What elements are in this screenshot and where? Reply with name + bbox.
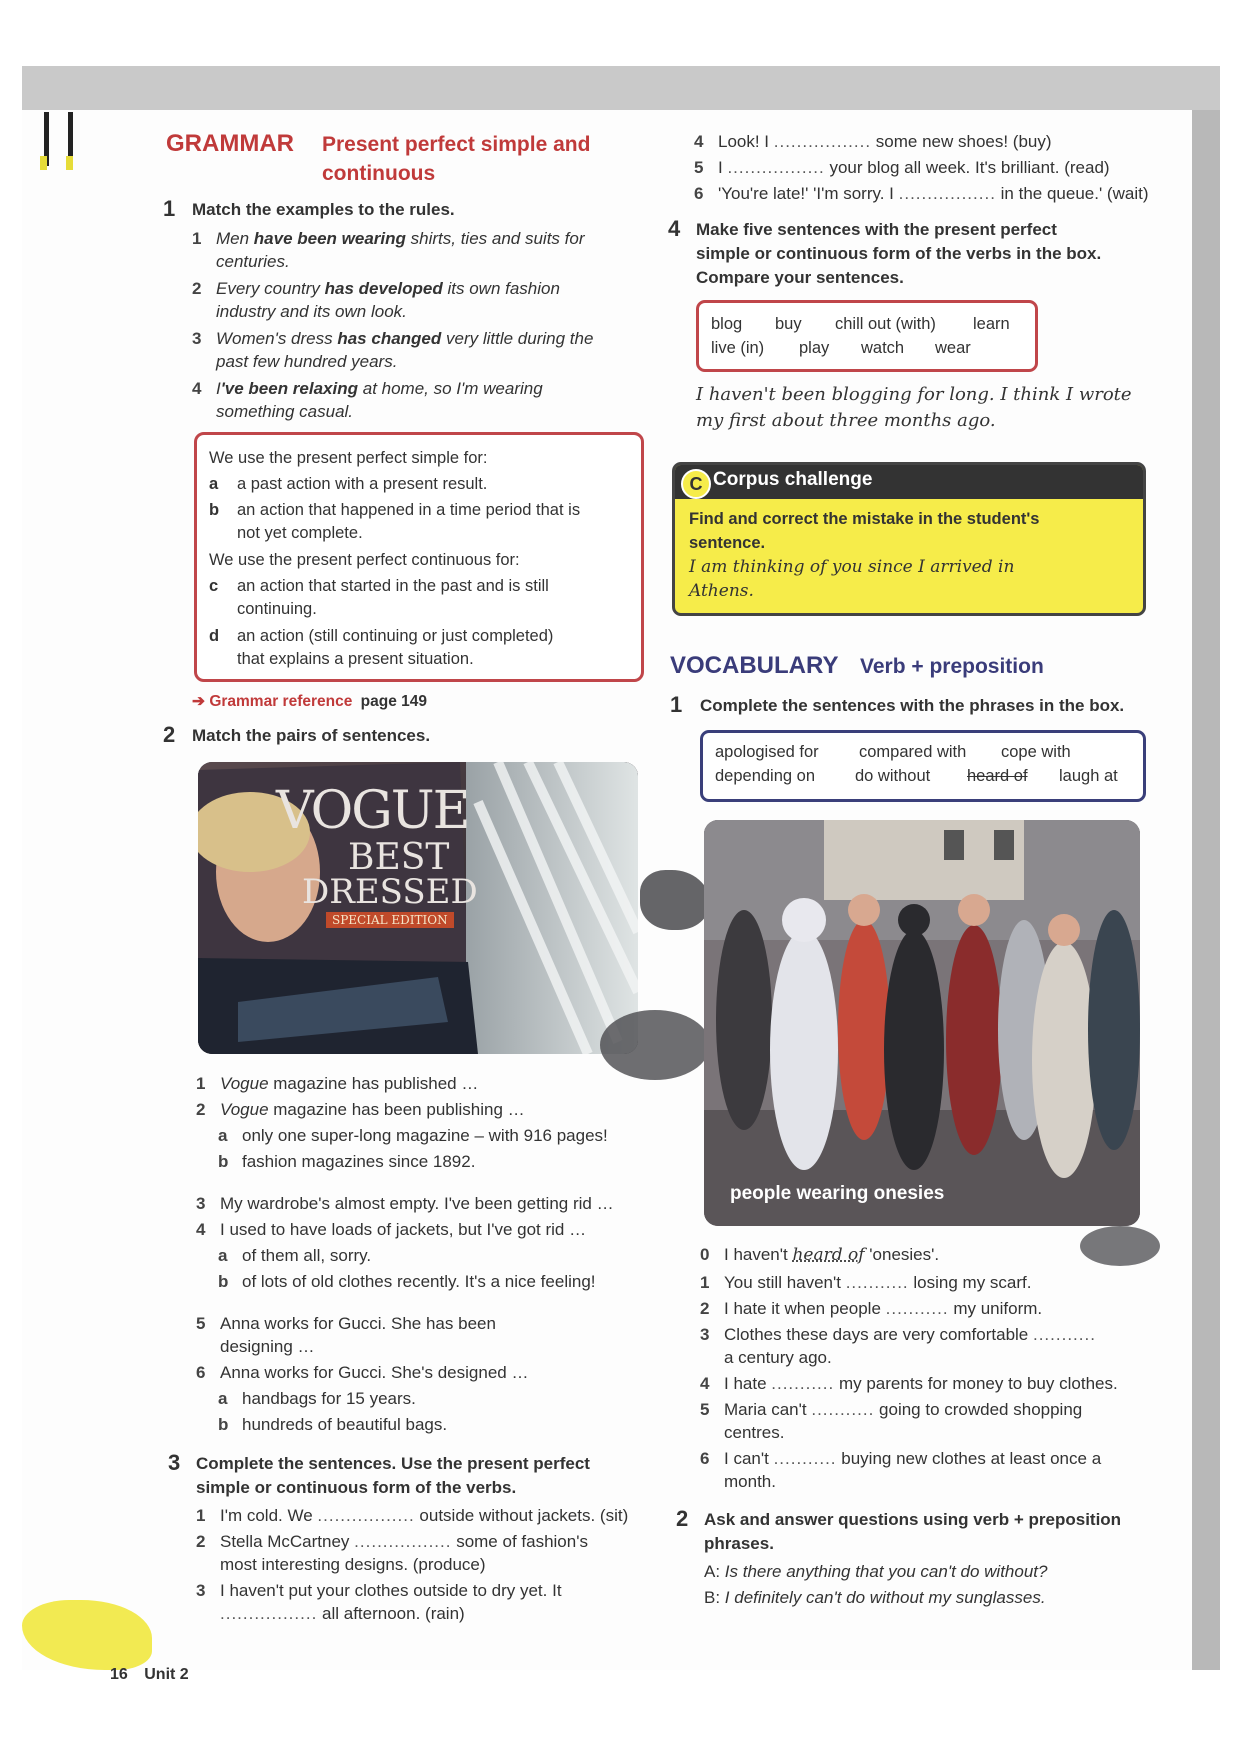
unit-label: Unit 2 — [144, 1666, 189, 1683]
answer-gap[interactable]: ................. — [727, 158, 825, 177]
magazine-cover-text: DRESSED — [302, 872, 478, 912]
sentence-item: 4 I used to have loads of jackets, but I've got rid … — [196, 1220, 587, 1239]
corpus-icon: C — [681, 469, 711, 499]
exercise-number: 3 — [168, 1450, 181, 1475]
answer-gap[interactable]: ........... — [885, 1299, 949, 1318]
corpus-title: Corpus challenge — [713, 469, 873, 490]
sentence-item: 1 Vogue magazine has published … — [196, 1074, 479, 1093]
ending-item: a only one super-long magazine – with 916 pages! — [218, 1126, 608, 1145]
grammar-subtitle — [322, 130, 590, 188]
dialogue-line: B: I definitely can't do without my sunglasses. — [704, 1588, 1046, 1607]
rule-d: d an action (still continuing or just completed) that explains a present situation. — [209, 627, 554, 668]
sentence-item: 2 Vogue magazine has been publishing … — [196, 1100, 525, 1119]
gap-fill-item: 6 'You're late!' 'I'm sorry. I ................. in the queue.' (wait) — [694, 184, 1149, 203]
example-answer: heard of — [792, 1245, 865, 1265]
box-word: play — [799, 339, 830, 357]
gap-fill-list — [196, 1504, 656, 1625]
corpus-instruction: Find and correct the mistake in the student's sentence. — [689, 510, 1040, 552]
gap-fill-list — [694, 130, 1154, 205]
answer-gap[interactable]: ........... — [811, 1400, 875, 1419]
exercise-number: 2 — [676, 1506, 689, 1531]
gap-fill-item: 6 I can't ........... buying new clothes at least once a month. — [700, 1449, 1102, 1491]
people-in-onesies-image — [704, 820, 1140, 1226]
gap-fill-item: 2 I hate it when people ........... my uniform. — [700, 1299, 1043, 1318]
exercise-number: 1 — [670, 692, 683, 717]
gap-fill-item: 4 Look! I ................. some new shoes! (buy) — [694, 132, 1052, 151]
box-word: blog — [711, 315, 743, 333]
sentence-item: 3 My wardrobe's almost empty. I've been getting rid … — [196, 1194, 614, 1213]
gap-fill-item: 3 I haven't put your clothes outside to dry yet. It ................. all afternoon. (rain) — [196, 1581, 562, 1623]
example-item: 4 I've been relaxing at home, so I'm wearing something casual. — [192, 379, 543, 421]
sentence-item: 5 Anna works for Gucci. She has been designing … — [196, 1314, 496, 1356]
vocabulary-heading: VOCABULARY — [670, 652, 839, 679]
sentence-group — [196, 1312, 656, 1436]
paint-splat — [600, 1010, 710, 1080]
box-word: laugh at — [1059, 767, 1118, 785]
answer-gap[interactable]: ................. — [354, 1532, 452, 1551]
exercise-number: 4 — [668, 216, 681, 241]
magazine-cover-banner: SPECIAL EDITION — [326, 912, 454, 928]
box-word-crossed: heard of — [967, 767, 1028, 785]
answer-gap[interactable]: ................. — [317, 1506, 415, 1525]
box-word: live (in) — [711, 339, 765, 357]
exercise-number: 2 — [163, 722, 176, 747]
vocabulary-subtitle: Verb + preposition — [860, 655, 1044, 678]
example-item: 3 Women's dress has changed very little during the past few hundred years. — [192, 329, 594, 371]
rule-c: c an action that started in the past and is still continuing. — [209, 577, 549, 618]
exercise-instruction: Complete the sentences with the phrases in the box. — [700, 696, 1125, 715]
page-number: 16 — [110, 1666, 128, 1683]
gap-fill-item: 5 I ................. your blog all week. It's brilliant. (read) — [694, 158, 1110, 177]
handwritten-answer: I haven't been blogging for long. I think I wrote my first about three months ago. — [696, 384, 1132, 431]
page-edge-strip — [1192, 110, 1220, 1670]
photo-caption: people wearing onesies — [730, 1183, 945, 1204]
grammar-heading: GRAMMAR — [166, 130, 294, 157]
rule-b: b an action that happened in a time period that is not yet complete. — [209, 501, 581, 542]
rule-intro: We use the present perfect continuous for: — [209, 551, 520, 569]
answer-gap[interactable]: ........... — [771, 1374, 835, 1393]
answer-gap[interactable]: ................. — [220, 1604, 318, 1623]
answer-gap[interactable]: ................. — [898, 184, 996, 203]
box-word: chill out (with) — [835, 315, 936, 333]
rule-intro: We use the present perfect simple for: — [209, 449, 488, 467]
box-word: compared with — [859, 743, 967, 761]
exercise-instruction: Complete the sentences. Use the present perfect simple or continuous form of the verbs. — [196, 1454, 590, 1497]
dialogue-example — [704, 1560, 1154, 1609]
exercise-instruction: Ask and answer questions using verb + preposition phrases. — [704, 1510, 1122, 1553]
box-word: learn — [973, 315, 1010, 333]
answer-gap[interactable]: ........... — [773, 1449, 837, 1468]
corpus-challenge-box — [672, 462, 1146, 616]
corpus-header — [675, 465, 1143, 499]
exercise-instruction: Match the pairs of sentences. — [192, 726, 431, 745]
answer-gap[interactable]: ........... — [1032, 1325, 1096, 1344]
binding-mark-tip — [66, 156, 73, 170]
magazine-title: VOGUE — [276, 781, 469, 841]
ending-item: a of them all, sorry. — [218, 1246, 372, 1265]
sentence-item: 6 Anna works for Gucci. She's designed … — [196, 1363, 529, 1382]
ending-item: b of lots of old clothes recently. It's a nice feeling! — [218, 1272, 596, 1291]
grammar-reference-link[interactable] — [192, 692, 427, 711]
ending-item: b fashion magazines since 1892. — [218, 1152, 476, 1171]
gap-fill-item: 0 I haven't heard of 'onesies'. — [700, 1245, 940, 1265]
ending-item: a handbags for 15 years. — [218, 1389, 416, 1408]
magazine-photo — [198, 762, 638, 1054]
gap-fill-item: 1 You still haven't ........... losing my scarf. — [700, 1273, 1032, 1292]
gap-fill-item: 2 Stella McCartney ................. some of fashion's most interesting designs. (produce) — [196, 1532, 588, 1574]
student-sentence: I am thinking of you since I arrived in Athens. — [689, 557, 1015, 601]
verb-box — [696, 300, 1038, 372]
reference-label: Grammar reference — [209, 693, 353, 710]
exercise-number: 1 — [163, 196, 176, 221]
arrow-right-icon: ➔ — [192, 693, 205, 710]
gap-fill-item: 5 Maria can't ........... going to crowded shopping centres. — [700, 1400, 1083, 1442]
gap-fill-item: 3 Clothes these days are very comfortable ........... a century ago. — [700, 1325, 1096, 1367]
box-word: wear — [935, 339, 971, 357]
rules-box: We use the present perfect simple for: a a past action with a present result. b an action that happened in a time period that is not yet complete. We use the present perfect continuous for: c an action that started in the past and is still continuing. d an action (still continuing or just completed) that explains a present situation. — [194, 432, 644, 682]
box-word: apologised for — [715, 743, 819, 761]
gap-fill-list — [700, 1242, 1150, 1493]
example-item: 1 Men have been wearing shirts, ties and suits for centuries. — [192, 229, 585, 271]
example-item: 2 Every country has developed its own fashion industry and its own look. — [192, 279, 560, 321]
example-list — [192, 227, 652, 423]
phrase-box — [700, 730, 1146, 802]
dialogue-line: A: Is there anything that you can't do without? — [704, 1562, 1048, 1581]
answer-gap[interactable]: ........... — [845, 1273, 909, 1292]
gap-fill-item: 4 I hate ........... my parents for money to buy clothes. — [700, 1374, 1118, 1393]
reference-page: page 149 — [360, 693, 428, 710]
onesies-photo — [704, 820, 1140, 1226]
grammar-subtitle-line: Present perfect simple and — [322, 133, 591, 156]
page-footer — [110, 1666, 189, 1684]
binding-mark-tip — [40, 156, 47, 170]
answer-gap[interactable]: ................. — [773, 132, 872, 151]
box-word: buy — [775, 315, 802, 333]
box-word: depending on — [715, 767, 816, 785]
grammar-subtitle-line: continuous — [322, 162, 436, 185]
box-word: watch — [861, 339, 905, 357]
sentence-group — [196, 1072, 656, 1173]
magazine-cover-text: BEST — [348, 837, 450, 878]
gap-fill-item: 1 I'm cold. We ................. outside without jackets. (sit) — [196, 1506, 629, 1525]
exercise-instruction: Make five sentences with the present perfect simple or continuous form of the verbs in the box. Compare your sentences. — [696, 220, 1102, 287]
exercise-instruction: Match the examples to the rules. — [192, 200, 455, 219]
box-word: do without — [855, 767, 931, 785]
box-word: cope with — [1001, 743, 1071, 761]
ending-item: b hundreds of beautiful bags. — [218, 1415, 448, 1434]
sentence-group — [196, 1192, 656, 1293]
